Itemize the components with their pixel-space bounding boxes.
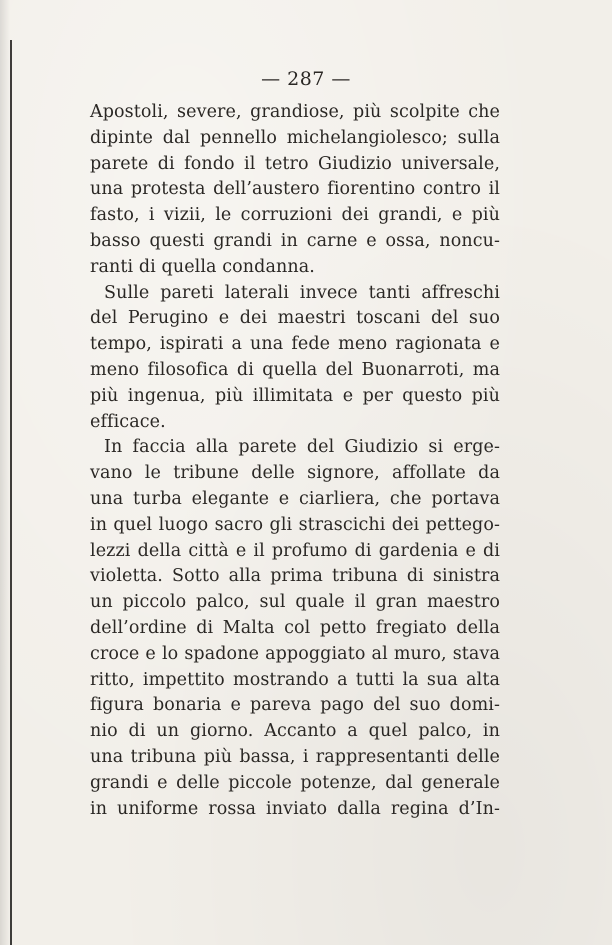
- text-line: parete di fondo il tetro Giudizio universale,: [90, 153, 500, 174]
- text-line: del Perugino e dei maestri toscani del suo: [90, 308, 500, 329]
- text-line: ritto, impettito mostrando a tutti la sua alta: [90, 669, 500, 690]
- binding-edge: [10, 40, 12, 945]
- text-line: lezzi della città e il profumo di gardenia e di: [90, 540, 500, 561]
- text-line: meno filosofica di quella del Buonarroti, ma: [90, 359, 500, 380]
- text-line: In faccia alla parete del Giudizio si erge-: [104, 437, 500, 458]
- text-line: in quel luogo sacro gli strascichi dei pettego-: [90, 514, 500, 535]
- text-line: vano le tribune delle signore, affollate da: [90, 463, 500, 484]
- text-line: efficace.: [90, 411, 166, 432]
- text-line: Apostoli, severe, grandiose, più scolpite che: [90, 102, 500, 122]
- text-line: tempo, ispirati a una fede meno ragionata e: [90, 334, 500, 355]
- body-text: [90, 100, 500, 822]
- text-line: fasto, i vizii, le corruzioni dei grandi, e più: [90, 205, 500, 226]
- text-line: violetta. Sotto alla prima tribuna di sinistra: [90, 566, 500, 587]
- text-line: Sulle pareti laterali invece tanti affreschi: [104, 282, 500, 303]
- text-line: una turba elegante e ciarliera, che portava: [90, 488, 500, 509]
- text-line: figura bonaria e pareva pago del suo domi-: [90, 695, 500, 716]
- text-line: dell’ordine di Malta col petto fregiato della: [90, 617, 500, 638]
- text-line: nio di un giorno. Accanto a quel palco, in: [90, 721, 500, 742]
- text-line: più ingenua, più illimitata e per questo più: [90, 385, 500, 406]
- text-line: ranti di quella condanna.: [90, 256, 315, 277]
- binding-shadow: [0, 0, 10, 945]
- page-number: — 287 —: [261, 68, 351, 90]
- text-line: grandi e delle piccole potenze, dal generale: [90, 772, 500, 793]
- text-line: una tribuna più bassa, i rappresentanti delle: [90, 746, 500, 767]
- text-line: dipinte dal pennello michelangiolesco; sulla: [90, 127, 500, 148]
- text-line: croce e lo spadone appoggiato al muro, stava: [90, 643, 500, 664]
- text-line: un piccolo palco, sul quale il gran maestro: [90, 592, 500, 613]
- text-line: una protesta dell’austero fiorentino contro il: [90, 179, 500, 200]
- text-line: basso questi grandi in carne e ossa, noncu-: [90, 230, 500, 251]
- text-line: in uniforme rossa inviato dalla regina d’In-: [90, 798, 500, 819]
